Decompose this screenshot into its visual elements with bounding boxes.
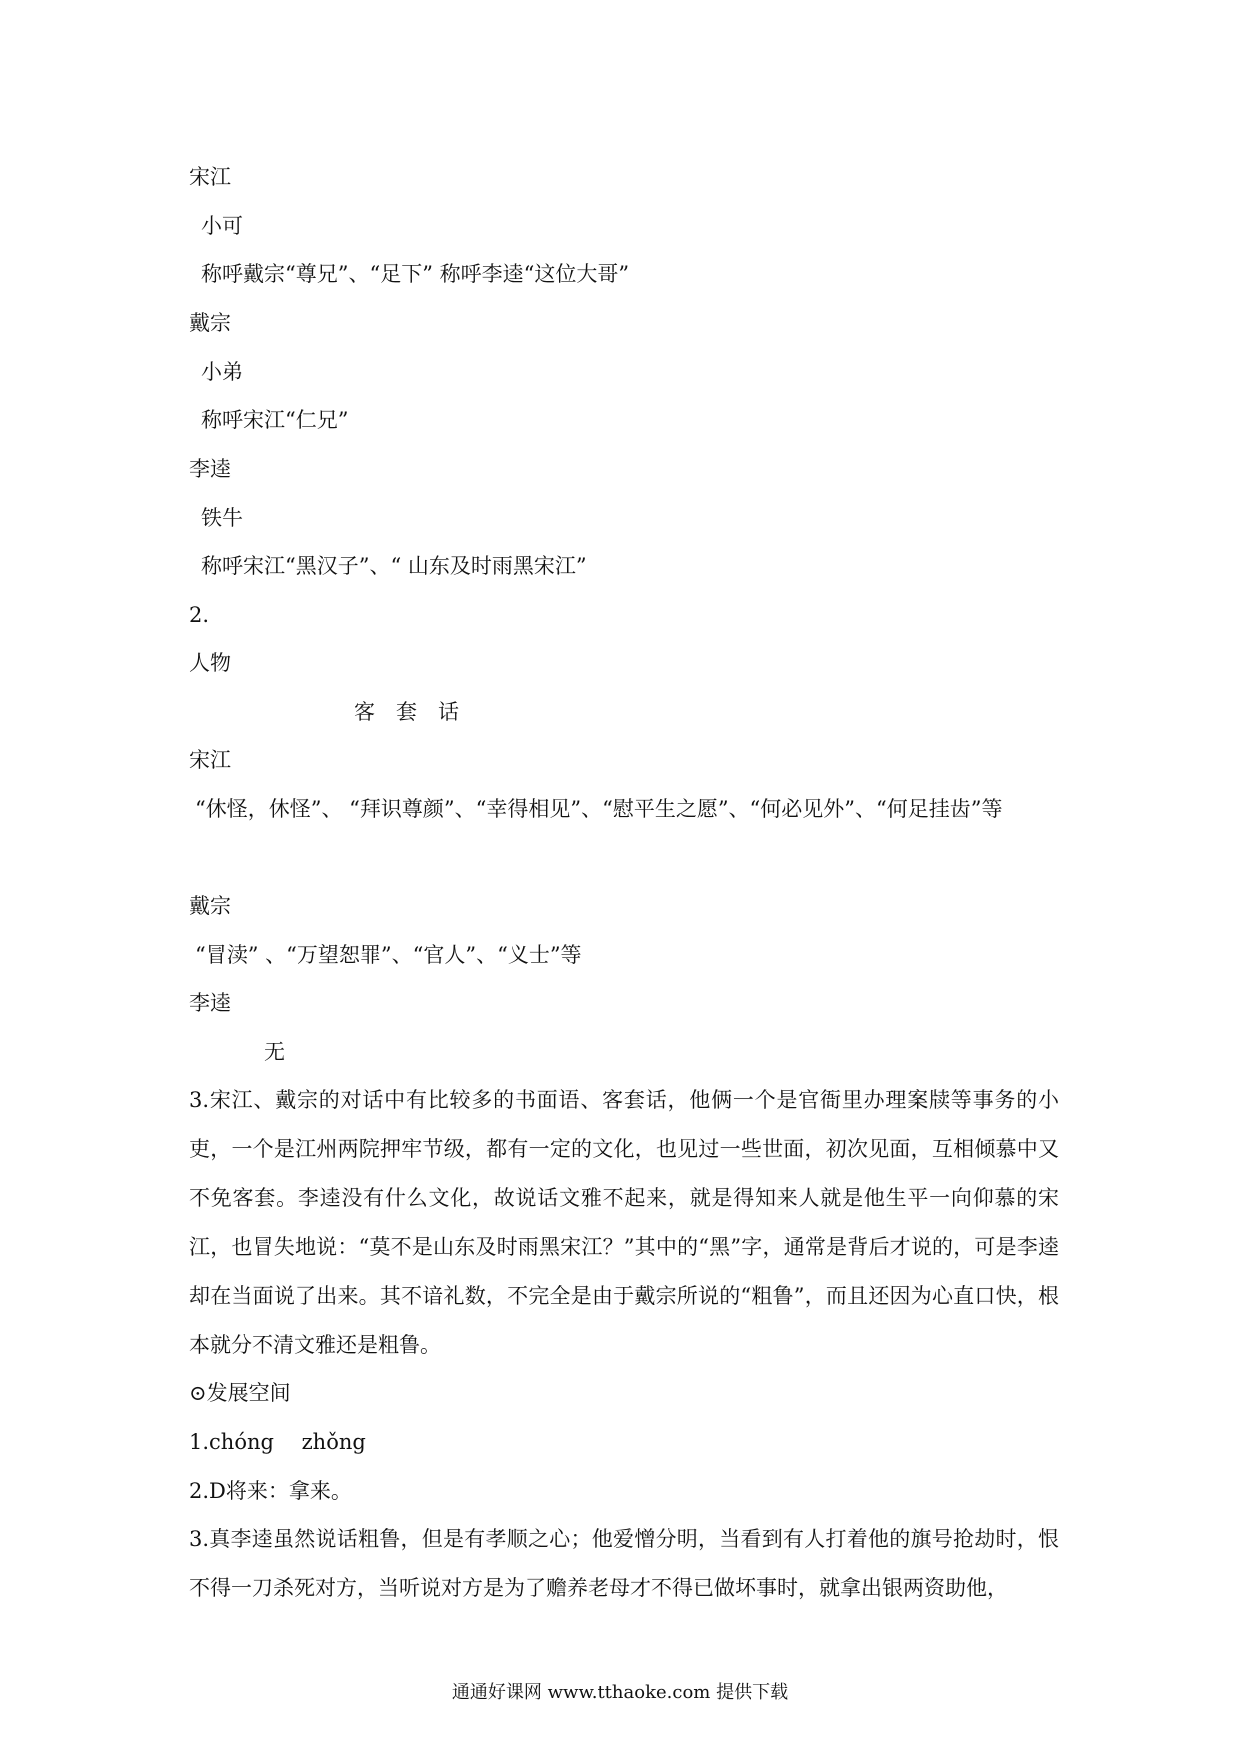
self-address-daizong: 小弟 <box>201 360 243 384</box>
polite-name-likui: 李逵 <box>189 991 231 1015</box>
person-name-daizong: 戴宗 <box>189 311 231 335</box>
column-header-person: 人物 <box>189 651 231 675</box>
polite-words-daizong: “冒渎” 、“万望恕罪”、“官人”、“义士”等 <box>195 943 582 967</box>
development-heading: ⊙发展空间 <box>189 1381 291 1405</box>
section-number-2: 2. <box>189 603 210 627</box>
development-item-2: 2.D将来：拿来。 <box>189 1479 352 1503</box>
polite-name-songjiang: 宋江 <box>189 748 231 772</box>
person-name-songjiang: 宋江 <box>189 165 231 189</box>
page-footer: 通通好课网 www.tthaoke.com 提供下载 <box>451 1682 789 1703</box>
self-address-likui: 铁牛 <box>201 506 243 530</box>
analysis-paragraph: 3.宋江、戴宗的对话中有比较多的书面语、客套话，他俩一个是官衙里办理案牍等事务的小吏，一个是江州两院押牢节级，都有一定的文化，也见过一些世面，初次见面，互相倾慕中又不免客套。李逵没有什么文化，故说话文雅不起来，就是得知来人就是他生平一向仰慕的宋江，也冒失地说：“莫不是山东及时雨黑宋江？”其中的“黑”字，通常是背后才说的，可是李逵却在当面说了出来。其不谙礼数，不完全是由于戴宗所说的“粗鲁”，而且还因为心直口快，根本就分不清文雅还是粗鲁。 <box>189 1088 1059 1357</box>
address-others-songjiang: 称呼戴宗“尊兄”、“足下” 称呼李逵“这位大哥” <box>201 262 630 286</box>
development-item-1: 1.chóng zhǒng <box>189 1430 366 1454</box>
address-others-daizong: 称呼宋江“仁兄” <box>201 408 349 432</box>
address-others-likui: 称呼宋江“黑汉子”、“ 山东及时雨黑宋江” <box>201 554 587 578</box>
polite-name-daizong: 戴宗 <box>189 894 231 918</box>
person-name-likui: 李逵 <box>189 457 231 481</box>
polite-words-likui: 无 <box>264 1040 285 1064</box>
polite-words-songjiang: “休怪，休怪”、 “拜识尊颜”、“幸得相见”、“慰平生之愿”、“何必见外”、“何足挂齿”等 <box>195 797 1003 821</box>
column-header-polite-words: 客 套 话 <box>354 700 459 724</box>
development-item-3: 3.真李逵虽然说话粗鲁，但是有孝顺之心；他爱憎分明，当看到有人打着他的旗号抢劫时，恨不得一刀杀死对方，当听说对方是为了赡养老母才不得已做坏事时，就拿出银两资助他， <box>189 1527 1059 1600</box>
self-address-songjiang: 小可 <box>201 214 243 238</box>
